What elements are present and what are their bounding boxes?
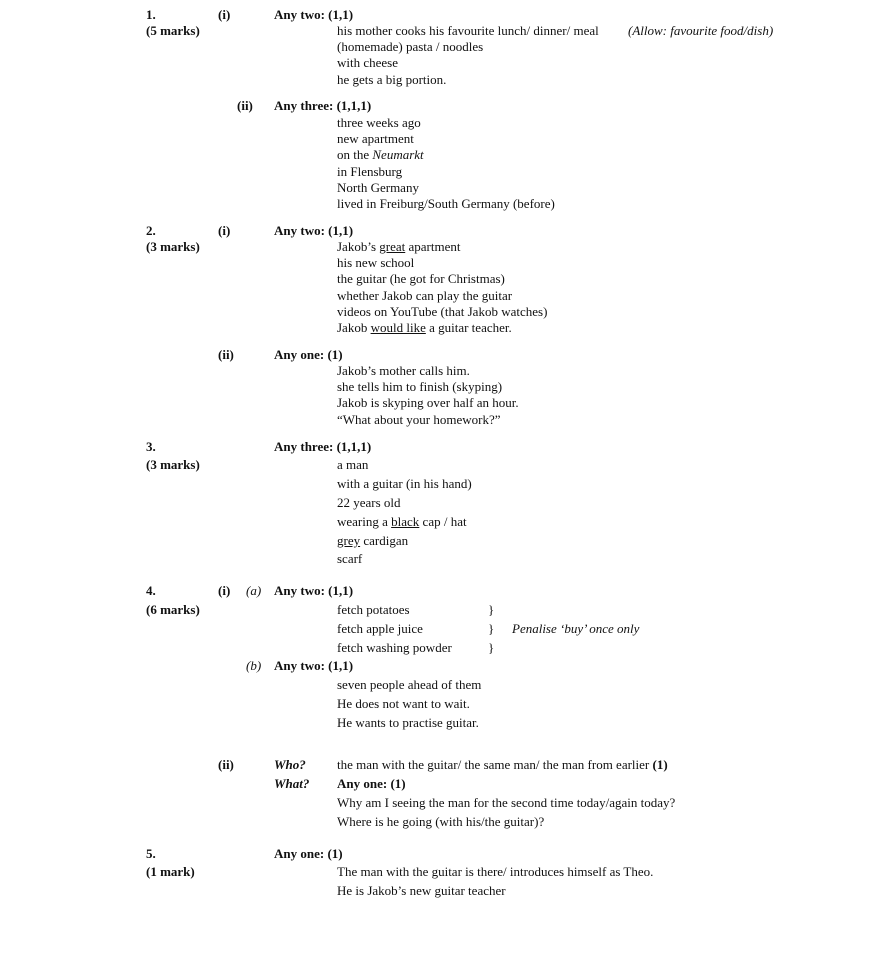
q1-marks: (5 marks) xyxy=(146,23,200,38)
answer-line: on the Neumarkt xyxy=(337,147,424,162)
answer-line: his new school xyxy=(337,255,415,270)
answer-line: “What about your homework?” xyxy=(337,412,501,427)
brace: } xyxy=(488,602,495,617)
q1-part-ii: (ii) xyxy=(237,98,253,113)
q4-number: 4. xyxy=(146,583,156,598)
answer-line: Jakob’s mother calls him. xyxy=(337,363,470,378)
answer-line: wearing a black cap / hat xyxy=(337,514,467,529)
answer-line: new apartment xyxy=(337,131,414,146)
q2-part-ii-heading: Any one: (1) xyxy=(274,347,343,362)
what-heading: Any one: (1) xyxy=(337,776,406,791)
q4-a-heading: Any two: (1,1) xyxy=(274,583,354,598)
q4-marks: (6 marks) xyxy=(146,602,200,617)
answer-line: with cheese xyxy=(337,55,399,70)
answer-line: The man with the guitar is there/ introduces himself as Theo. xyxy=(337,864,654,879)
q2-marks: (3 marks) xyxy=(146,239,200,254)
q4-b-heading: Any two: (1,1) xyxy=(274,658,354,673)
answer-line: whether Jakob can play the guitar xyxy=(337,288,513,303)
answer-line: his mother cooks his favourite lunch/ dinner/ meal xyxy=(337,23,599,38)
answer-line: Jakob is skyping over half an hour. xyxy=(337,395,519,410)
q5-heading: Any one: (1) xyxy=(274,846,343,861)
answer-line: three weeks ago xyxy=(337,115,421,130)
answer-line: fetch potatoes xyxy=(337,602,410,617)
answer-line: grey cardigan xyxy=(337,533,409,548)
q5-marks: (1 mark) xyxy=(146,864,195,879)
answer-line: with a guitar (in his hand) xyxy=(337,476,472,491)
q2-part-i-heading: Any two: (1,1) xyxy=(274,223,354,238)
answer-line: Why am I seeing the man for the second time today/again today? xyxy=(337,795,676,810)
q4-part-i: (i) xyxy=(218,583,231,598)
answer-line: He does not want to wait. xyxy=(337,696,470,711)
answer-line: videos on YouTube (that Jakob watches) xyxy=(337,304,548,319)
q2-number: 2. xyxy=(146,223,156,238)
q4-sub-a: (a) xyxy=(246,583,262,598)
answer-line: a man xyxy=(337,457,369,472)
answer-line: seven people ahead of them xyxy=(337,677,482,692)
answer-line: he gets a big portion. xyxy=(337,72,447,87)
what-label: What? xyxy=(274,776,310,791)
q3-heading: Any three: (1,1,1) xyxy=(274,439,372,454)
answer-line: the guitar (he got for Christmas) xyxy=(337,271,505,286)
answer-line: in Flensburg xyxy=(337,164,403,179)
who-label: Who? xyxy=(274,757,306,772)
neumarkt-text: Neumarkt xyxy=(372,147,424,162)
q5-number: 5. xyxy=(146,846,156,861)
brace: } xyxy=(488,621,495,636)
penalise-note: Penalise ‘buy’ once only xyxy=(512,621,640,636)
q1-part-ii-heading: Any three: (1,1,1) xyxy=(274,98,372,113)
answer-line: Where is he going (with his/the guitar)? xyxy=(337,814,545,829)
answer-line: 22 years old xyxy=(337,495,401,510)
q1-part-i: (i) xyxy=(218,7,231,22)
answer-line: Jakob’s great apartment xyxy=(337,239,461,254)
answer-line: lived in Freiburg/South Germany (before) xyxy=(337,196,555,211)
answer-line: fetch washing powder xyxy=(337,640,452,655)
q3-number: 3. xyxy=(146,439,156,454)
q4-part-ii: (ii) xyxy=(218,757,234,772)
allow-note: (Allow: favourite food/dish) xyxy=(628,23,774,38)
q2-part-ii: (ii) xyxy=(218,347,234,362)
answer-line: He wants to practise guitar. xyxy=(337,715,479,730)
answer-line: Jakob would like a guitar teacher. xyxy=(337,320,512,335)
q4-sub-b: (b) xyxy=(246,658,262,673)
answer-line: the man with the guitar/ the same man/ the man from earlier (1) xyxy=(337,757,668,772)
q3-marks: (3 marks) xyxy=(146,457,200,472)
answer-line: scarf xyxy=(337,551,363,566)
q1-number: 1. xyxy=(146,7,156,22)
answer-line: He is Jakob’s new guitar teacher xyxy=(337,883,506,898)
brace: } xyxy=(488,640,495,655)
answer-line: North Germany xyxy=(337,180,419,195)
q2-part-i: (i) xyxy=(218,223,231,238)
answer-line: (homemade) pasta / noodles xyxy=(337,39,484,54)
answer-line: fetch apple juice xyxy=(337,621,423,636)
q1-part-i-heading: Any two: (1,1) xyxy=(274,7,354,22)
answer-line: she tells him to finish (skyping) xyxy=(337,379,503,394)
